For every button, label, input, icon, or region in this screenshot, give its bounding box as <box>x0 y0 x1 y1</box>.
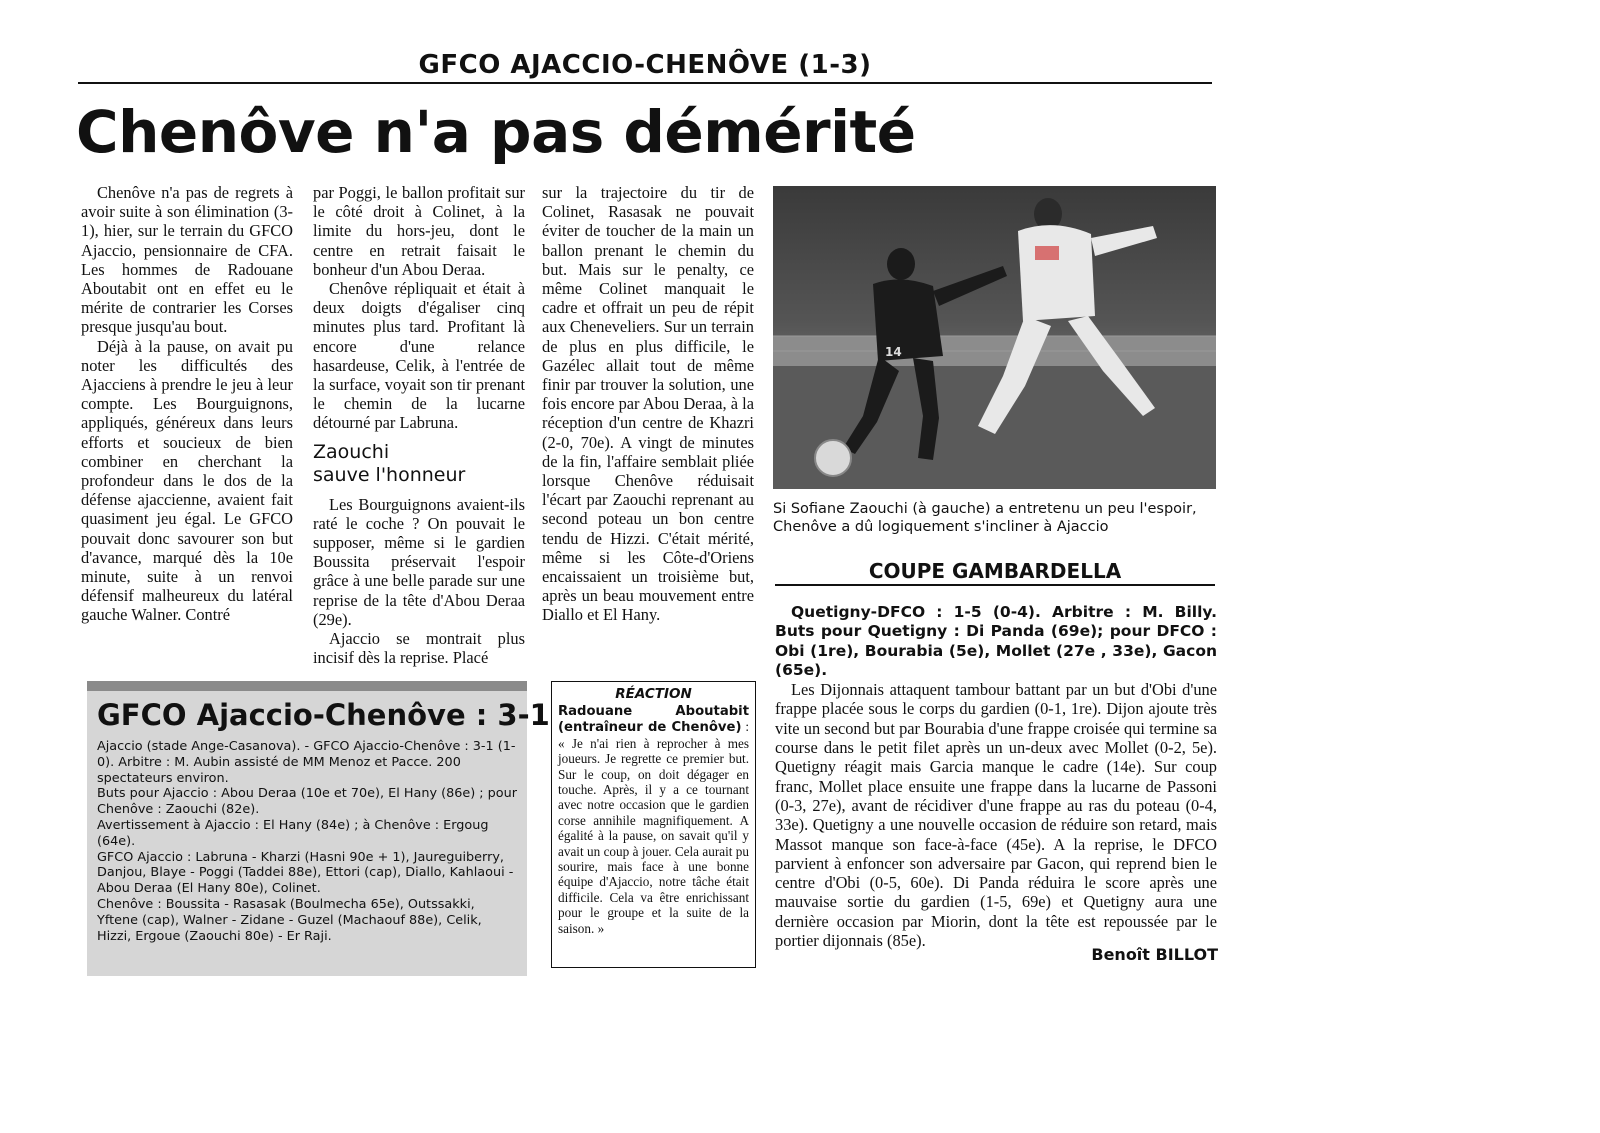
article-column-1 <box>81 183 293 625</box>
football-photo-illustration <box>773 186 1216 489</box>
svg-text:14: 14 <box>885 345 902 359</box>
subheading: Zaouchi sauve l'honneur <box>313 440 466 486</box>
article-column-2 <box>313 183 525 667</box>
paragraph: Chenôve répliquait et était à deux doigts d'égaliser cinq minutes plus tard. Profitant là encore d'une relance hasardeuse, Celik, à l'entrée de la surface, voyait son tir prenant le chemin de la lucarne détourné par Labruna. <box>313 279 525 433</box>
coupe-article <box>775 603 1217 950</box>
headline: Chenôve n'a pas démérité <box>76 98 916 166</box>
scorebox-line: Chenôve : Boussita - Rasasak (Boulmecha 65e), Outssakki, Yftene (cap), Walner - Zidane - Guzel (Machaouf 88e), Celik, Hizzi, Ergoue (Zaouchi 80e) - Er Raji. <box>97 896 482 944</box>
reaction-quote: Radouane Aboutabit (entraîneur de Chenôve) : « Je n'ai rien à reprocher à mes joueurs. Je regrette ce premier but. Sur le coup, on doit dégager en touche. Après, il y a ce tournant avec notre occasion que le gardien corse annihile magnifiquement. A égalité à la pause, on savait qu'il y avait un coup à jouer. Cela aurait pu sourire, mais face à une bonne équipe d'Ajaccio, notre tâche était difficile. Cela va être enrichissant pour le groupe et la suite de la saison. » <box>558 704 750 936</box>
paragraph: par Poggi, le ballon profitait sur le côté droit à Colinet, à la limite du hors-jeu, dont le centre en retrait faisait le bonheur d'un Abou Deraa. <box>313 183 525 279</box>
paragraph: Déjà à la pause, on avait pu noter les difficultés des Ajacciens à prendre le jeu à leur compte. Les Bourguignons, appliqués, généreux dans leurs efforts et soucieux de bien combiner en cherchant la profondeur dans le dos de la défense ajaccienne, avaient fait quasiment jeu égal. Le GFCO pouvait donc savourer son but d'avance, marqué dès la 10e minute, suite à un renvoi défensif malheureux du latéral gauche Walner. Contré <box>81 336 293 625</box>
reaction-title: RÉACTION <box>615 686 692 702</box>
match-photo <box>773 186 1216 489</box>
scorebox-details <box>97 739 517 944</box>
article-column-3 <box>542 183 754 625</box>
paragraph: Les Dijonnais attaquent tambour battant par un but d'Obi d'une frappe placée sous le corps du gardien (0-1, 1re). Dijon ajoute très vite un second but par Bourabia d'une frappe croisée qui termine sa course dans le petit filet après un un-deux avec Mollet (0-2, 5e). Quetigny réagit mais Garcia manque le cadre (14e). Sur coup franc, Mollet place ensuite une frappe dans la lucarne de Passoni (0-3, 27e), avant de récidiver d'une frappe au ras du poteau (0-4, 33e). Quetigny a une nouvelle occasion de réduire son retard, mais Massot manque son face-à-face (45e). A la reprise, le DFCO parvient à enfoncer son adversaire par Gacon, qui reprend bien le centre d'Obi (0-5, 60e). Di Panda réduira le score après une mauvaise sortie du gardien (1-5, 69e) et Quetigny aura une dernière occasion par Miorin, dont la tête est repoussée par le portier dijonnais (85e). <box>775 680 1217 951</box>
paragraph: sur la trajectoire du tir de Colinet, Rasasak ne pouvait éviter de toucher de la main un ballon prenant le chemin du but. Mais sur le penalty, ce même Colinet manquait le cadre et offrait un peu de répit aux Cheneveliers. Sur un terrain de plus en plus difficile, le Gazélec allait tout de même finir par trouver la solution, une fois encore par Abou Deraa, à la réception d'un centre de Khazri (2-0, 70e). A vingt de minutes de la fin, l'affaire semblait pliée lorsque Chenôve réduisait l'écart par Zaouchi reprenant au second poteau un bon centre tendu de Hizzi. C'était mérité, même si les Côte-d'Oriens encaissaient un troisième but, après un beau mouvement entre Diallo et El Hany. <box>542 183 754 625</box>
paragraph: Chenôve n'a pas de regrets à avoir suite à son élimination (3-1), hier, sur le terrain du GFCO Ajaccio, pensionnaire de CFA. Les hommes de Radouane Aboutabit ont en effet eu le mérite de contrarier les Corses presque jusqu'au bout. <box>81 183 293 337</box>
photo-caption: Si Sofiane Zaouchi (à gauche) a entretenu un peu l'espoir, Chenôve a dû logiquement s'incliner à Ajaccio <box>773 501 1197 535</box>
reaction-box <box>551 681 756 968</box>
scorebox-line: Buts pour Ajaccio : Abou Deraa (10e et 70e), El Hany (86e) ; pour Chenôve : Zaouchi (82e). <box>97 786 518 818</box>
paragraph: Ajaccio se montrait plus incisif dès la reprise. Placé <box>313 629 525 668</box>
scorebox-title: GFCO Ajaccio-Chenôve : 3-1 <box>97 698 550 732</box>
match-scorebox <box>87 681 550 976</box>
coupe-summary: Quetigny-DFCO : 1-5 (0-4). Arbitre : M. Billy. Buts pour Quetigny : Di Panda (69e); pour DFCO : Obi (1re), Bourabia (5e), Mollet (27e , 33e), Gacon (65e). <box>775 603 1217 679</box>
scorebox-line: Ajaccio (stade Ange-Casanova). - GFCO Ajaccio-Chenôve : 3-1 (1-0). Arbitre : M. Aubin assisté de MM Menoz et Pacce. 200 spectateurs environ. <box>97 739 516 786</box>
scorebox-line: GFCO Ajaccio : Labruna - Kharzi (Hasni 90e + 1), Jaureguiberry, Danjou, Blaye - Poggi (Taddei 88e), Ettori (cap), Diallo, Kahlaoui - Abou Deraa (El Hany 80e), Colinet. <box>97 849 514 897</box>
kicker: GFCO AJACCIO-CHENÔVE (1-3) <box>78 48 1212 84</box>
section-title-coupe-gambardella: COUPE GAMBARDELLA <box>775 558 1215 586</box>
scorebox-line: Avertissement à Ajaccio : El Hany (84e) ; à Chenôve : Ergoug (64e). <box>97 817 489 849</box>
paragraph: Les Bourguignons avaient-ils raté le coche ? On pouvait le supposer, même si le gardien Boussita préservait l'espoir grâce à une belle parade sur une reprise de la tête d'Abou Deraa (29e). <box>313 494 525 629</box>
byline: Benoît BILLOT <box>1091 945 1218 964</box>
